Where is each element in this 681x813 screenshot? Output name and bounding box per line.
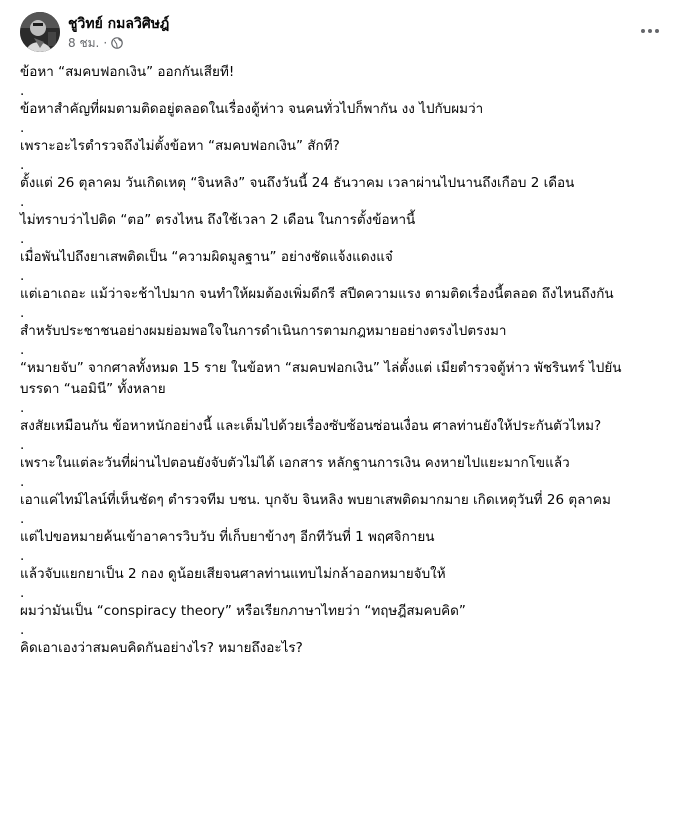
paragraph-separator: . (20, 231, 25, 247)
post-paragraph: เมื่อพันไปถึงยาเสพติดเป็น “ความผิดมูลฐาน” อย่างชัดแจ้งแดงแจ๋ (20, 249, 393, 265)
paragraph-separator: . (20, 437, 25, 453)
post-paragraph: ผมว่ามันเป็น “conspiracy theory” หรือเรียกภาษาไทยว่า “ทฤษฎีสมคบคิด” (20, 603, 466, 619)
post-header (0, 0, 681, 62)
globe-icon[interactable] (111, 37, 123, 49)
paragraph-separator: . (20, 342, 25, 358)
post-paragraph: เอาแค่ไทม์ไลน์ที่เห็นชัดๆ ตำรวจทีม บชน. บุกจับ จินหลิง พบยาเสพติดมากมาย เกิดเหตุวันที่ 26 ตุลาคม (20, 492, 611, 508)
avatar-photo (20, 12, 60, 52)
paragraph-separator: . (20, 157, 25, 173)
post-paragraph: สงสัยเหมือนกัน ข้อหาหนักอย่างนี้ และเต็มไปด้วยเรื่องซับซ้อนซ่อนเงื่อน ศาลท่านยังให้ประกันตัวไหม? (20, 418, 602, 434)
paragraph-separator: . (20, 305, 25, 321)
post-content (20, 62, 660, 659)
paragraph-separator: . (20, 83, 25, 99)
post-paragraph: แต่ไปขอหมายค้นเข้าอาคารวิบวับ ที่เก็บยาข้างๆ อีกทีวันที่ 1 พฤศจิกายน (20, 529, 435, 545)
more-options-button[interactable] (634, 15, 666, 47)
paragraph-separator: . (20, 194, 25, 210)
post-paragraph: ข้อหาสำคัญที่ผมตามติดอยู่ตลอดในเรื่องตู้ห่าว จนคนทั่วไปก็พากัน งง ไปกับผมว่า (20, 101, 484, 117)
post-title: ข้อหา “สมคบฟอกเงิน” ออกกันเสียที! (20, 64, 235, 80)
post-paragraph: แต่เอาเถอะ แม้ว่าจะช้าไปมาก จนทำให้ผมต้องเพิ่มดีกรี สปีดความแรง ตามติดเรื่องนี้ตลอด ถึงไหนถึงกัน (20, 286, 614, 302)
paragraph-separator: . (20, 120, 25, 136)
paragraph-separator: . (20, 511, 25, 527)
paragraph-separator: . (20, 548, 25, 564)
meta-separator: · (103, 36, 108, 50)
post-paragraph: เพราะในแต่ละวันที่ผ่านไปตอนยังจับตัวไม่ได้ เอกสาร หลักฐานการเงิน คงหายไปแยะมากโขแล้ว (20, 455, 570, 471)
paragraph-separator: . (20, 474, 25, 490)
paragraph-separator: . (20, 268, 25, 284)
paragraph-separator: . (20, 400, 25, 416)
post-meta (68, 35, 123, 51)
paragraph-list (20, 83, 660, 659)
paragraph-separator: . (20, 585, 25, 601)
post-paragraph: “หมายจับ” จากศาลทั้งหมด 15 ราย ในข้อหา “สมคบฟอกเงิน” ไล่ตั้งแต่ เมียตำรวจตู้ห่าว พัชรินทร์ ไปยัน บรรดา “นอมินี” ทั้งหลาย (20, 360, 622, 397)
more-horizontal-icon (640, 28, 660, 34)
author-name[interactable]: ชูวิทย์ กมลวิศิษฎ์ (68, 16, 170, 32)
post-paragraph: สำหรับประชาชนอย่างผมย่อมพอใจในการดำเนินการตามกฎหมายอย่างตรงไปตรงมา (20, 323, 507, 339)
post-paragraph: ไม่ทราบว่าไปติด “ตอ” ตรงไหน ถึงใช้เวลา 2 เดือน ในการตั้งข้อหานี้ (20, 212, 416, 228)
post-paragraph: ตั้งแต่ 26 ตุลาคม วันเกิดเหตุ “จินหลิง” จนถึงวันนี้ 24 ธันวาคม เวลาผ่านไปนานถึงเกือบ 2 เดือน (20, 175, 575, 191)
paragraph-separator: . (20, 622, 25, 638)
post-paragraph: แล้วจับแยกยาเป็น 2 กอง ดูน้อยเสียจนศาลท่านแทบไม่กล้าออกหมายจับให้ (20, 566, 446, 582)
post-paragraph: เพราะอะไรตำรวจถึงไม่ตั้งข้อหา “สมคบฟอกเงิน” สักที? (20, 138, 340, 154)
post-paragraph: คิดเอาเองว่าสมคบคิดกันอย่างไร? หมายถึงอะไร? (20, 640, 303, 656)
post-timestamp[interactable]: 8 ชม. (68, 35, 100, 50)
avatar[interactable] (20, 12, 60, 52)
